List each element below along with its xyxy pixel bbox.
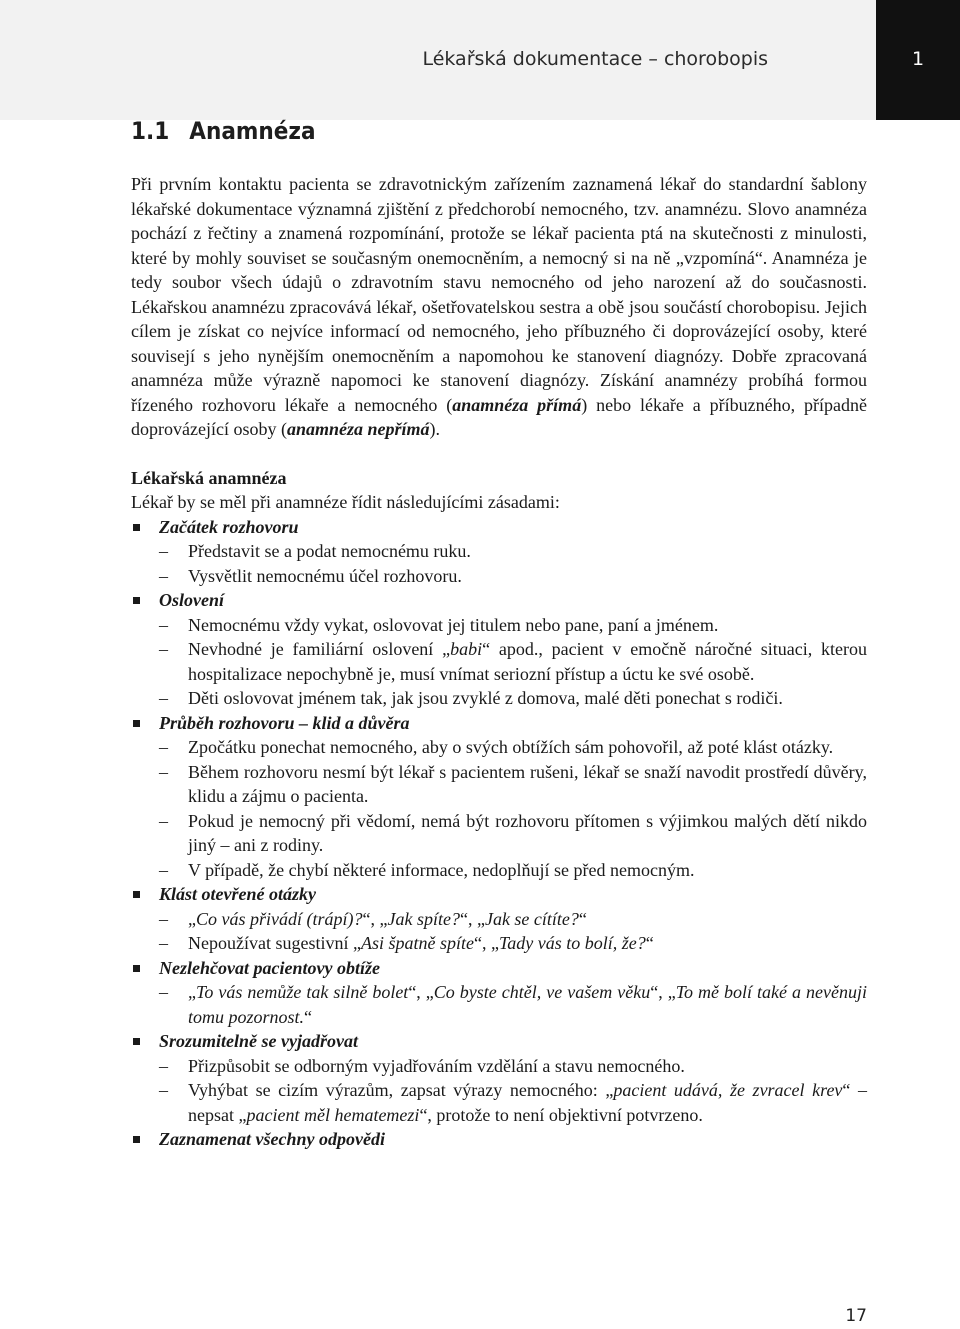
sub-item-text: Přizpůsobit se odborným vyjadřováním vzdělání a stavu nemocného. [188, 1055, 685, 1076]
intro-emphasis-2: anamnéza nepřímá [286, 419, 430, 439]
sub-item-text: V případě, že chybí některé informace, nedoplňují se před nemocným. [188, 859, 695, 880]
section-heading [131, 117, 316, 145]
sub-item-text: Pokud je nemocný při vědomí, nemá být rozhovoru přítomen s výjimkou malých dětí nikdo jiný – ani z rodiny. [188, 810, 867, 855]
dash-icon: – [159, 565, 168, 586]
dash-icon: – [159, 859, 168, 880]
rule-item [131, 956, 867, 1030]
rule-title: Nezlehčovat pacientovy obtíže [159, 957, 380, 978]
rule-sublist [159, 980, 867, 1029]
dash-icon: – [159, 688, 168, 708]
rule-item [131, 882, 867, 956]
sub-item-emphasis: Co byste chtěl, ve vašem věku [433, 982, 651, 1002]
bullet-icon [133, 524, 140, 531]
dash-icon: – [159, 1055, 168, 1076]
sub-item-emphasis: Tady vás to bolí, že? [498, 933, 646, 953]
sub-item [159, 564, 867, 589]
sub-item-text: “ [645, 933, 654, 953]
dash-icon: – [159, 1080, 168, 1100]
bullet-icon [133, 1136, 140, 1143]
section-title: Anamnéza [189, 117, 316, 145]
sub-item-text: Zpočátku ponechat nemocného, aby o svých obtížích sám pohovořil, až poté klást otázky. [188, 737, 834, 757]
section-number: 1.1 [131, 117, 170, 145]
sub-item [159, 931, 867, 956]
page-body [131, 172, 867, 1152]
sub-item [159, 760, 867, 809]
sub-item-emphasis: Jak se cítíte? [484, 908, 579, 929]
sub-item-text: Nevhodné je familiární oslovení „ [188, 639, 451, 659]
sub-item-text: “, „ [650, 982, 676, 1002]
bullet-icon [133, 965, 140, 972]
sub-item-text: Vyhýbat se cizím výrazům, zapsat výrazy nemocného: „ [188, 1080, 614, 1100]
sub-item-text: „ [188, 908, 196, 929]
page-number: 17 [845, 1306, 867, 1326]
intro-text-part-2: ) nebo lékaře a příbuzného, případně doprovázející osoby ( [131, 394, 868, 439]
sub-item-emphasis: babi [450, 639, 483, 659]
rule-title: Průběh rozhovoru – klid a důvěra [159, 712, 410, 733]
running-header [0, 0, 876, 120]
rule-sublist [159, 907, 867, 956]
sub-item-emphasis: pacient udává, že zvracel krev [613, 1080, 843, 1100]
rule-item [131, 588, 867, 711]
sub-item-emphasis: Asi špatně spíte [360, 933, 474, 953]
sub-item-text: “ [304, 1006, 313, 1027]
sub-item [159, 980, 867, 1029]
intro-emphasis-1: anamnéza přímá [452, 394, 582, 415]
rule-item [131, 1029, 867, 1127]
sub-item-text: „ [188, 982, 196, 1002]
sub-item-text: “, „ [362, 908, 388, 929]
sub-item-emphasis: Co vás přivádí (trápí)? [196, 908, 363, 929]
intro-text-part-3: ). [429, 419, 440, 439]
running-header-title: Lékařská dokumentace – chorobopis [422, 48, 768, 70]
chapter-number: 1 [911, 48, 925, 70]
intro-text [131, 172, 867, 442]
sub-item-text: “ apod., pacient v emočně náročné situaci, kterou hospitalizace nepochybně je, musí vnímat seriozní přístup a úctu ke své osobě. [188, 639, 867, 684]
dash-icon: – [159, 541, 168, 561]
sub-item-text: “ – nepsat „ [188, 1080, 867, 1125]
rule-title: Srozumitelně se vyjadřovat [159, 1031, 358, 1051]
sub-item-text: Nemocnému vždy vykat, oslovovat jej titulem nebo pane, paní a jménem. [188, 614, 719, 635]
rule-title: Klást otevřené otázky [159, 884, 316, 904]
sub-item [159, 735, 867, 760]
sub-item [159, 809, 867, 858]
sub-item [159, 637, 867, 686]
rule-item [131, 515, 867, 589]
sub-item-emphasis: Jak spíte? [387, 908, 460, 929]
dash-icon: – [159, 639, 168, 659]
rule-title: Začátek rozhovoru [159, 516, 299, 537]
rule-item [131, 1127, 867, 1152]
sub-item-text: “, „ [408, 982, 434, 1002]
sub-item-text: “ [578, 908, 587, 929]
sub-item [159, 858, 867, 883]
rules-list [131, 515, 867, 1152]
sub-item-emphasis: To mě bolí také a nevěnuji tomu pozornost. [188, 982, 867, 1027]
bullet-icon [133, 1038, 140, 1045]
dash-icon: – [159, 737, 168, 757]
dash-icon: – [159, 982, 168, 1002]
subsection-intro: Lékař by se měl při anamnéze řídit následujícími zásadami: [131, 492, 560, 512]
intro-paragraph [131, 172, 867, 442]
sub-item-text: Děti oslovovat jménem tak, jak jsou zvyklé z domova, malé děti ponechat s rodiči. [188, 688, 783, 708]
sub-item-text: Během rozhovoru nesmí být lékař s pacientem rušeni, lékař se snaží navodit prostředí důvěry, klidu a zájmu o pacienta. [188, 761, 867, 806]
sub-item-emphasis: pacient měl hematemezi [246, 1104, 420, 1125]
rule-sublist [159, 539, 867, 588]
sub-item-text: Nepoužívat sugestivní „ [188, 933, 361, 953]
sub-item-text: “, „ [459, 908, 485, 929]
sub-item [159, 613, 867, 638]
dash-icon: – [159, 810, 168, 831]
rule-sublist [159, 735, 867, 882]
rule-title: Oslovení [159, 590, 224, 610]
sub-item [159, 1078, 867, 1127]
bullet-icon [133, 720, 140, 727]
bullet-icon [133, 597, 140, 604]
rule-sublist [159, 1054, 867, 1128]
subsection-title: Lékařská anamnéza [131, 467, 287, 488]
dash-icon: – [159, 908, 168, 929]
sub-item [159, 907, 867, 932]
sub-item-emphasis: To vás nemůže tak silně bolet [196, 982, 409, 1002]
rule-sublist [159, 613, 867, 711]
sub-item-text: Představit se a podat nemocnému ruku. [188, 541, 471, 561]
chapter-tab [876, 0, 960, 120]
dash-icon: – [159, 933, 168, 953]
sub-item [159, 1054, 867, 1079]
sub-item-text: “, „ [473, 933, 499, 953]
rule-title: Zaznamenat všechny odpovědi [159, 1129, 385, 1149]
intro-text-part-1: Při prvním kontaktu pacienta se zdravotnickým zařízením zaznamená lékař do standardní šablony lékařské dokumentace významná zjištění z předchorobí nemocného, tzv. anamnézu. Slovo anamnéza pochází z řečtiny a znamená rozpomínání, protože se lékař pacienta ptá na skutečnosti z minulosti, které by mohly souviset se současným onemocněním, a nemocný si na ně „vzpomíná“. Anamnéza je tedy soubor všech údajů o zdravotním stavu nemocného od jeho narození až do současnosti. Lékařskou anamnézu zpracovává lékař, ošetřovatelskou sestra a obě jsou součástí chorobopisu. Jejich cílem je získat co nejvíce informací od nemocného, jeho příbuzného či doprovázející osoby, které souvisejí s jeho nynějším onemocněním a napomohou ke stanovení diagnózy. Dobře zpracovaná anamnéza může výrazně napomoci ke stanovení diagnózy. Získání anamnézy probíhá formou řízeného rozhovoru lékaře a nemocného ( [131, 174, 867, 415]
bullet-icon [133, 891, 140, 898]
sub-item-text: Vysvětlit nemocnému účel rozhovoru. [188, 565, 462, 586]
dash-icon: – [159, 614, 168, 635]
dash-icon: – [159, 761, 168, 782]
sub-item [159, 686, 867, 711]
sub-item [159, 539, 867, 564]
sub-item-text: “, protože to není objektivní potvrzeno. [419, 1104, 703, 1125]
rule-item [131, 711, 867, 883]
